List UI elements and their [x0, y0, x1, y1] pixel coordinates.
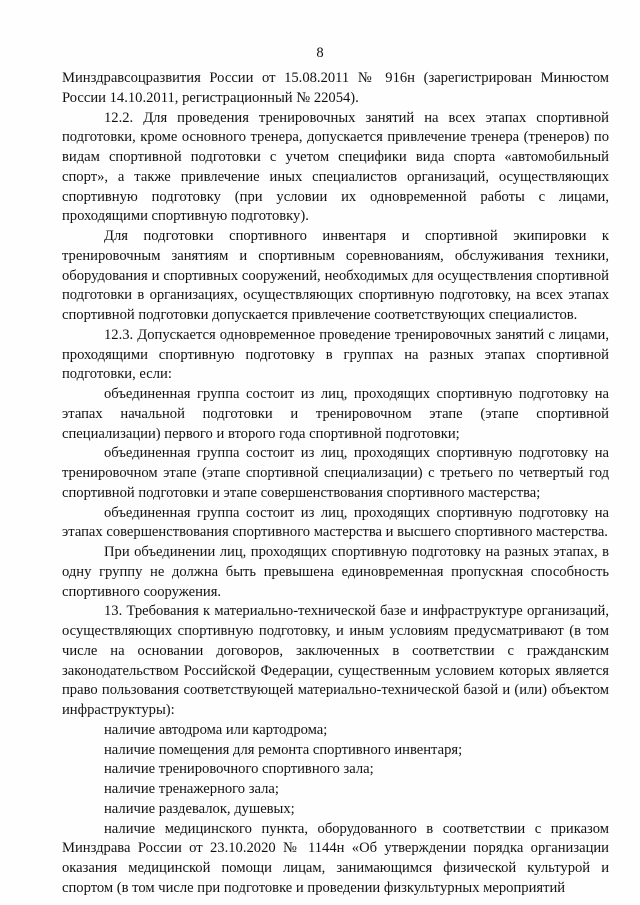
paragraph-continuation: Минздравсоцразвития России от 15.08.2011 № 916н (зарегистрирован Минюстом России 14.10.2011, регистрационный № 22054). — [62, 70, 609, 106]
paragraph-group-condition-2: объединенная группа состоит из лиц, проходящих спортивную подготовку на тренировочном этапе (этапе спортивной специализации) с третьего по четвертый год спортивной подготовки и этапе совершенствования спортивного мастерства; — [62, 445, 609, 501]
paragraph-12-3: 12.3. Допускается одновременное проведение тренировочных занятий с лицами, проходящими спортивную подготовку в группах на разных этапах спортивной подготовки, если: — [62, 326, 609, 383]
paragraph-group-condition-1: объединенная группа состоит из лиц, проходящих спортивную подготовку на этапах начальной подготовки и тренировочном этапе (этапе спортивной специализации) первого и второго года спортивной подготовки; — [62, 386, 609, 442]
paragraph-group-condition-3: объединенная группа состоит из лиц, проходящих спортивную подготовку на этапах совершенствования спортивного мастерства и высшего спортивного мастерства. — [62, 504, 609, 541]
paragraph-12-2: 12.2. Для проведения тренировочных занятий на всех этапах спортивной подготовки, кроме основного тренера, допускается привлечение тренера (тренеров) по видам спортивной подготовки с учетом специфики вида спорта «автомобильный спорт», а также привлечение иных специалистов организаций, осуществляющих спортивную подготовку (при условии их одновременной работы с лицами, проходящими спортивную подготовку). — [62, 109, 609, 225]
paragraph-13: 13. Требования к материально-технической базе и инфраструктуре организаций, осуществляющих спортивную подготовку, и иным условиям предусматривают (в том числе на основании договоров, заключенных в соответствии с гражданским законодательством Российской Федерации, существенным условием которых является право пользования соответствующей материально-технической базой и (или) объектом инфраструктуры): — [62, 603, 609, 718]
paragraph-capacity-limit: При объединении лиц, проходящих спортивную подготовку на разных этапах, в одну группу не должна быть превышена единовременная пропускная способность спортивного сооружения. — [62, 544, 609, 600]
page-number: 8 — [316, 45, 324, 61]
list-item-autodrome: наличие автодрома или картодрома; — [104, 721, 328, 738]
list-item-gym: наличие тренажерного зала; — [104, 781, 279, 797]
list-item-repair-room: наличие помещения для ремонта спортивного инвентаря; — [104, 741, 463, 758]
paragraph-equipment-specialists: Для подготовки спортивного инвентаря и спортивной экипировки к тренировочным занятиям и спортивным соревнованиям, обслуживания техники, оборудования и спортивных сооружений, необходимых для осуществления спортивной подготовки в организациях, осуществляющих спортивную подготовку, на всех этапах спортивной подготовки допускается привлечение соответствующих специалистов. — [62, 228, 609, 323]
list-item-sports-hall: наличие тренировочного спортивного зала; — [104, 761, 374, 778]
paragraph-medical-point: наличие медицинского пункта, оборудованного в соответствии с приказом Минздрава России от 23.10.2020 № 1144н «Об утверждении порядка организации оказания медицинской помощи лицам, занимающимся физической культурой и спортом (в том числе при подготовке и проведении физкультурных мероприятий — [62, 820, 609, 896]
list-item-locker-rooms: наличие раздевалок, душевых; — [104, 800, 295, 817]
document-body — [62, 69, 609, 899]
